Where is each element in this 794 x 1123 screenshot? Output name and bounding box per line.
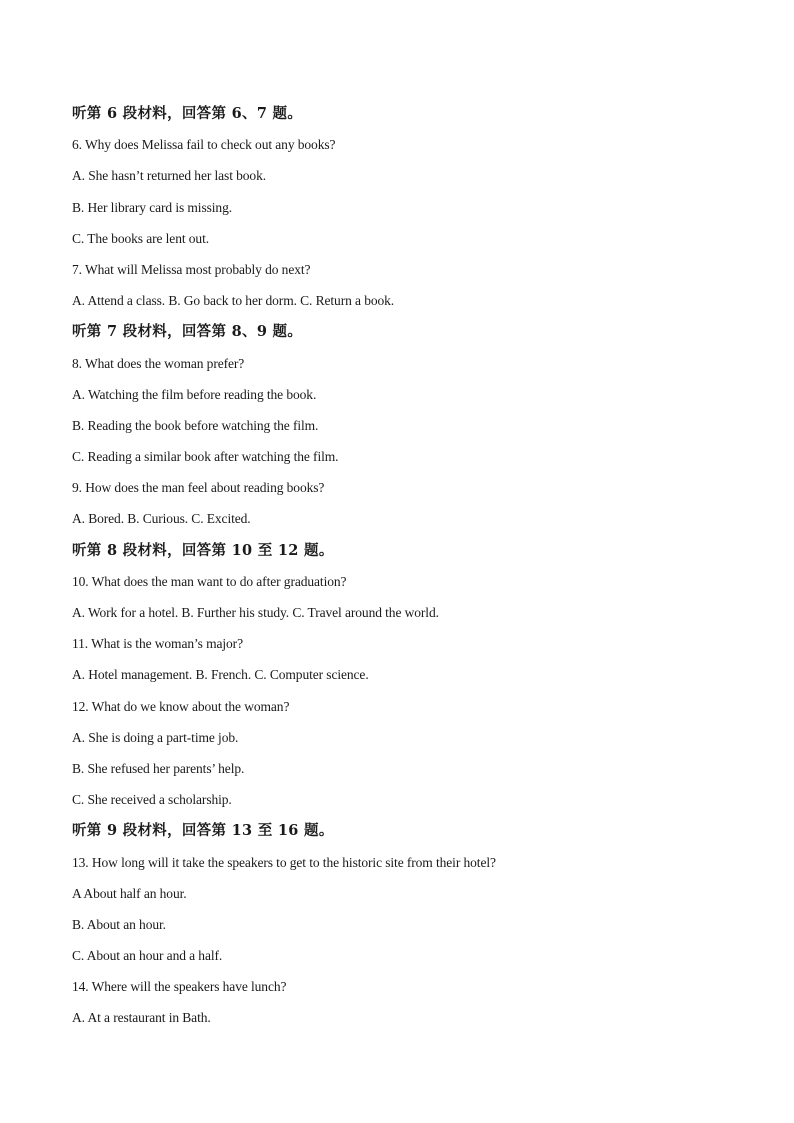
- answer-option: B. Her library card is missing.: [72, 199, 232, 215]
- question-text: 8. What does the woman prefer?: [72, 355, 245, 371]
- answer-option: A. At a restaurant in Bath.: [72, 1010, 211, 1026]
- answer-option: A. She hasn’t returned her last book.: [72, 168, 267, 184]
- section-heading: 听第 9 段材料，回答第 13 至 16 题。: [72, 822, 334, 840]
- question-text: 12. What do we know about the woman?: [72, 698, 290, 714]
- answer-option: A. Attend a class. B. Go back to her dorm. C. Return a book.: [72, 293, 395, 309]
- answer-option: A. Work for a hotel. B. Further his study. C. Travel around the world.: [72, 605, 439, 620]
- document-page: [72, 98, 752, 1034]
- answer-option: B. About an hour.: [72, 916, 166, 932]
- answer-option: A. Bored. B. Curious. C. Excited.: [72, 511, 251, 527]
- answer-option: A. Hotel management. B. French. C. Computer science.: [72, 667, 369, 683]
- answer-option: A. Watching the film before reading the book.: [72, 386, 317, 402]
- question-text: 11. What is the woman’s major?: [72, 636, 243, 652]
- question-text: 13. How long will it take the speakers to get to the historic site from their hotel?: [72, 854, 496, 870]
- question-text: 14. Where will the speakers have lunch?: [72, 979, 287, 995]
- answer-option: C. The books are lent out.: [72, 230, 210, 246]
- question-text: 6. Why does Melissa fail to check out any books?: [72, 137, 336, 153]
- section-heading: 听第 6 段材料，回答第 6、7 题。: [72, 105, 303, 122]
- answer-option: A. She is doing a part-time job.: [72, 729, 239, 745]
- answer-option: A About half an hour.: [72, 885, 187, 901]
- question-text: 7. What will Melissa most probably do next?: [72, 261, 311, 277]
- section-heading: 听第 8 段材料，回答第 10 至 12 题。: [72, 541, 334, 559]
- answer-option: C. About an hour and a half.: [72, 948, 223, 964]
- answer-option: C. Reading a similar book after watching the film.: [72, 449, 339, 465]
- question-text: 10. What does the man want to do after graduation?: [72, 573, 347, 589]
- question-text: 9. How does the man feel about reading books?: [72, 480, 325, 496]
- answer-option: B. She refused her parents’ help.: [72, 760, 245, 776]
- answer-option: C. She received a scholarship.: [72, 792, 232, 808]
- answer-option: B. Reading the book before watching the film.: [72, 417, 319, 433]
- section-heading: 听第 7 段材料，回答第 8、9 题。: [72, 323, 303, 341]
